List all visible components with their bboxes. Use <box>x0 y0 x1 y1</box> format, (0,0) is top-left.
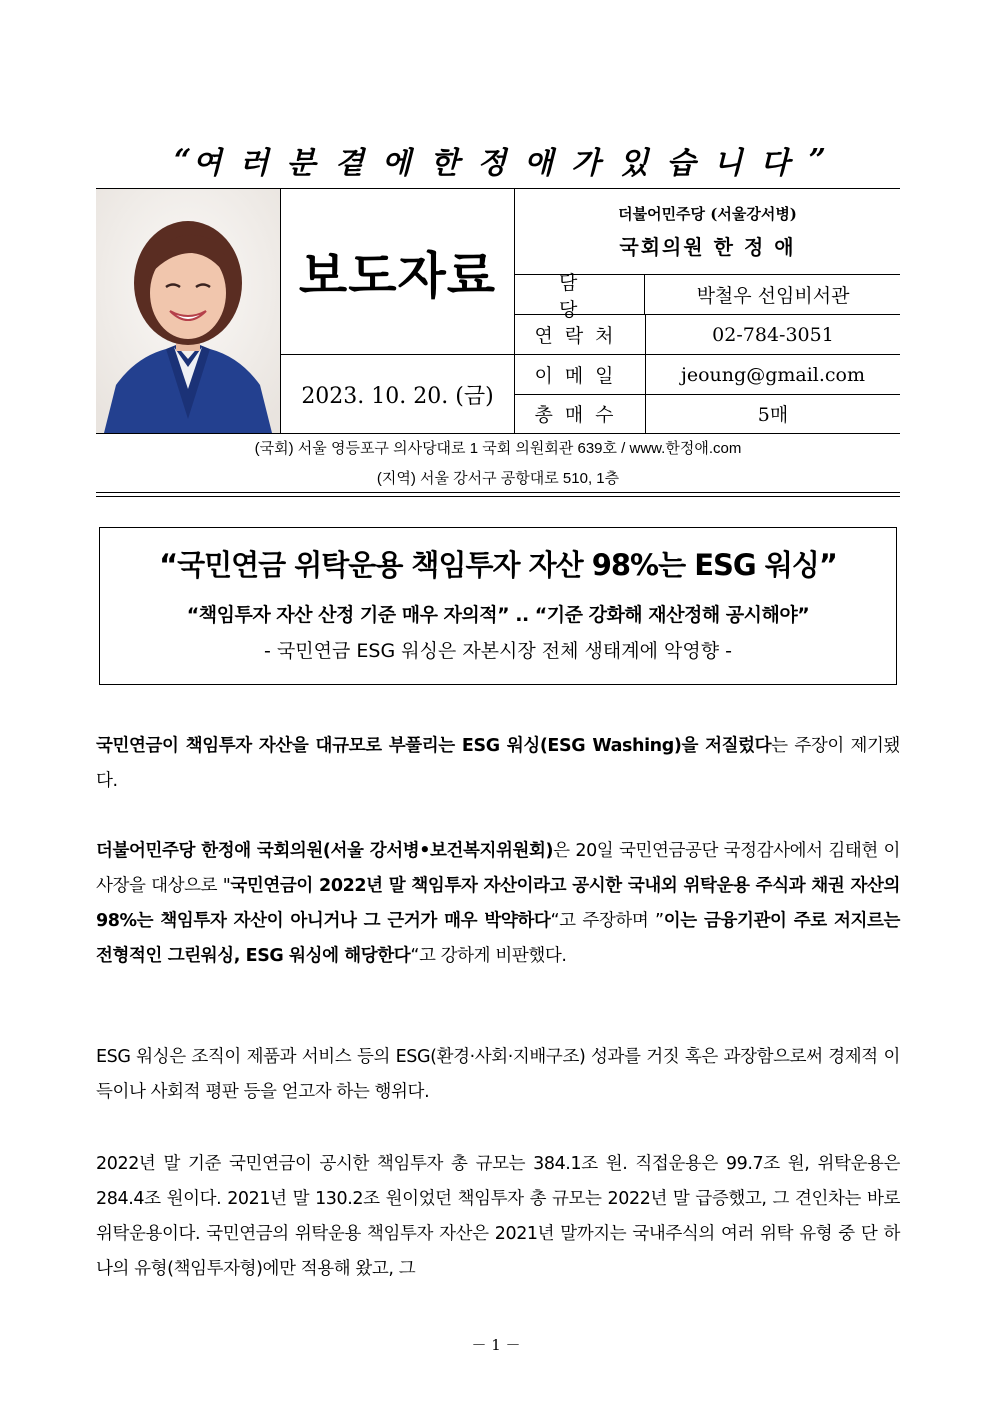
lawmaker-portrait <box>96 189 281 433</box>
body-bold-text: 국민연금이 책임투자 자산을 대규모로 부풀리는 ESG 워싱(ESG Washing)을 저질렀다 <box>96 736 772 756</box>
body-paragraph: ESG 워싱은 조직이 제품과 서비스 등의 ESG(환경·사회·지배구조) 성과를 거짓 혹은 과장함으로써 경제적 이득이나 사회적 평판 등을 얻고자 하는 행위다. <box>96 1047 900 1102</box>
contact-row <box>515 355 900 395</box>
contact-email[interactable]: jeoung@gmail.com <box>680 363 865 386</box>
body-paragraph <box>96 729 900 799</box>
portrait-image <box>96 189 280 433</box>
slogan-word: 여러분 <box>192 146 334 181</box>
body-text: 는 주장이 제기됐다. <box>96 736 900 791</box>
contact-label: 총매수 <box>515 394 646 433</box>
slogan-open-quote: “ <box>174 142 192 178</box>
body-bold-text: 더불어민주당 한정애 국회의원(서울 강서병•보건복지위원회) <box>96 841 554 861</box>
headline-main: “국민연금 위탁운용 책임투자 자산 98%는 ESG 워싱” <box>159 548 837 582</box>
address-line: (국회) 서울 영등포구 의사당대로 1 국회 의원회관 639호 / www.한정애.com <box>254 440 742 457</box>
slogan <box>96 140 900 180</box>
address-line: (지역) 서울 강서구 공항대로 510, 1층 <box>376 470 620 487</box>
slogan-word: 있습니다 <box>619 146 808 181</box>
contact-value: 02-784-3051 <box>712 323 834 346</box>
slogan-word: 한정애가 <box>430 146 619 181</box>
body-text: “고 강하게 비판했다. <box>410 946 567 966</box>
press-header <box>96 188 900 434</box>
headline-sub2: - 국민연금 ESG 워싱은 자본시장 전체 생태계에 악영향 - <box>264 640 732 662</box>
release-date: 2023. 10. 20. (금) <box>281 355 515 433</box>
contact-label: 담당 <box>515 275 645 314</box>
divider <box>96 492 900 493</box>
body-bold-text: 이는 금융기관이 주로 저지르는 전형적인 그린워싱, ESG 워싱에 해당한다 <box>96 911 900 966</box>
headline-box <box>99 527 897 685</box>
address-block <box>96 434 900 494</box>
contact-row <box>515 394 900 433</box>
contact-row <box>515 315 900 355</box>
body-text: 은 20일 국민연금공단 국정감사에서 김태현 이사장을 대상으로 " <box>96 841 901 896</box>
slogan-word: 곁에 <box>334 146 429 181</box>
slogan-close-quote: ” <box>808 142 826 178</box>
contact-value: 박철우 선임비서관 <box>696 285 850 307</box>
body-paragraph <box>96 834 900 974</box>
member-name: 국회의원 한 정 애 <box>619 235 796 259</box>
party-info <box>515 189 900 275</box>
contact-value: 5매 <box>757 404 789 426</box>
body-text: “고 주장하며 ” <box>550 911 664 931</box>
page-number: － 1 － <box>471 1336 521 1354</box>
contact-label: 이메일 <box>515 355 646 394</box>
contact-label: 연락처 <box>515 315 646 354</box>
body-bold-text: 국민연금이 2022년 말 책임투자 자산이라고 공시한 국내외 위탁운용 주식과 채권 자산의 98%는 책임투자 자산이 아니거나 그 근거가 매우 박약하다 <box>96 876 900 931</box>
contact-row <box>515 271 900 321</box>
divider <box>96 496 900 497</box>
party-name: 더불어민주당 (서울강서병) <box>618 205 797 223</box>
press-release-title: 보도자료 <box>281 189 515 355</box>
headline-sub: “책임투자 자산 산정 기준 매우 자의적” .. “기준 강화해 재산정해 공시해야” <box>186 604 810 626</box>
body-paragraph: 2022년 말 기준 국민연금이 공시한 책임투자 총 규모는 384.1조 원. 직접운용은 99.7조 원, 위탁운용은 284.4조 원이다. 2021년 말 130.2조 원이었던 책임투자 총 규모는 2022년 말 급증했고, 그 견인차는 바로 위탁운용이다. 국민연금의 위탁운용 책임투자 자산은 2021년 말까지는 국내주식의 여러 위탁 유형 중 단 하나의 유형(책임투자형)에만 적용해 왔고, 그 <box>96 1154 900 1279</box>
